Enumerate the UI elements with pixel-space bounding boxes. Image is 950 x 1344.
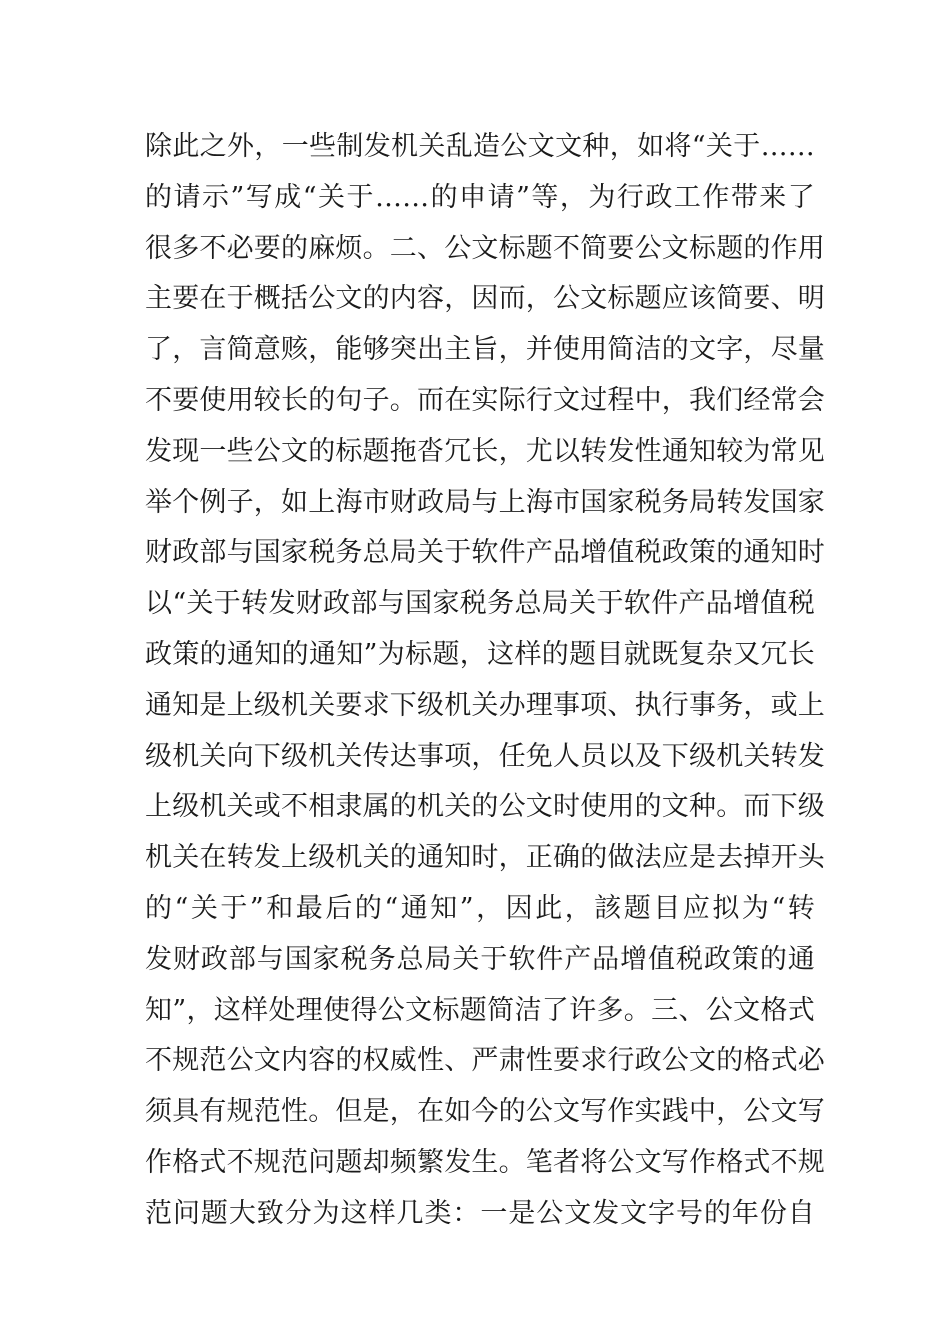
text-line: 除此之外，一些制发机关乱造公文文种，如将“关于…… xyxy=(145,131,815,162)
text-line: 发财政部与国家税务总局关于软件产品增值税政策的通 xyxy=(145,943,815,975)
text-line: 机关在转发上级机关的通知时，正确的做法应是去掉开头 xyxy=(145,842,825,874)
text-line: 财政部与国家税务总局关于软件产品增值税政策的通知时 xyxy=(145,537,825,569)
text-line: 须具有规范性。但是，在如今的公文写作实践中，公文写 xyxy=(145,1096,825,1128)
text-line: 发现一些公文的标题拖沓冗长，尤以转发性通知较为常见 xyxy=(145,435,825,467)
text-line: 上级机关或不相隶属的机关的公文时使用的文种。而下级 xyxy=(145,791,825,823)
text-line: 范问题大致分为这样几类：一是公文发文字号的年份自 xyxy=(145,1197,815,1229)
body-text xyxy=(145,122,825,1240)
text-line: 知”，这样处理使得公文标题简洁了许多。三、公文格式 xyxy=(145,994,815,1026)
text-line: 不规范公文内容的权威性、严肃性要求行政公文的格式必 xyxy=(145,1045,825,1077)
text-line: 政策的通知的通知”为标题，这样的题目就既复杂又冗长 xyxy=(145,638,815,670)
text-line: 举个例子，如上海市财政局与上海市国家税务局转发国家 xyxy=(145,486,825,518)
text-line: 了，言简意赅，能够突出主旨，并使用简洁的文字，尽量 xyxy=(145,334,825,366)
text-line: 主要在于概括公文的内容，因而，公文标题应该简要、明 xyxy=(145,283,825,315)
text-line: 通知是上级机关要求下级机关办理事项、执行事务，或上 xyxy=(145,689,825,721)
text-line: 级机关向下级机关传达事项，任免人员以及下级机关转发 xyxy=(145,740,825,772)
text-line: 不要使用较长的句子。而在实际行文过程中，我们经常会 xyxy=(145,384,825,416)
text-line: 很多不必要的麻烦。二、公文标题不简要公文标题的作用 xyxy=(145,232,825,264)
text-line: 的请示”写成“关于……的申请”等，为行政工作带来了 xyxy=(145,181,815,213)
text-line: 作格式不规范问题却频繁发生。笔者将公文写作格式不规 xyxy=(145,1146,825,1178)
text-line: 的“关于”和最后的“通知”，因此，該题目应拟为“转 xyxy=(145,892,815,924)
text-line: 以“关于转发财政部与国家税务总局关于软件产品增值税 xyxy=(145,588,815,620)
